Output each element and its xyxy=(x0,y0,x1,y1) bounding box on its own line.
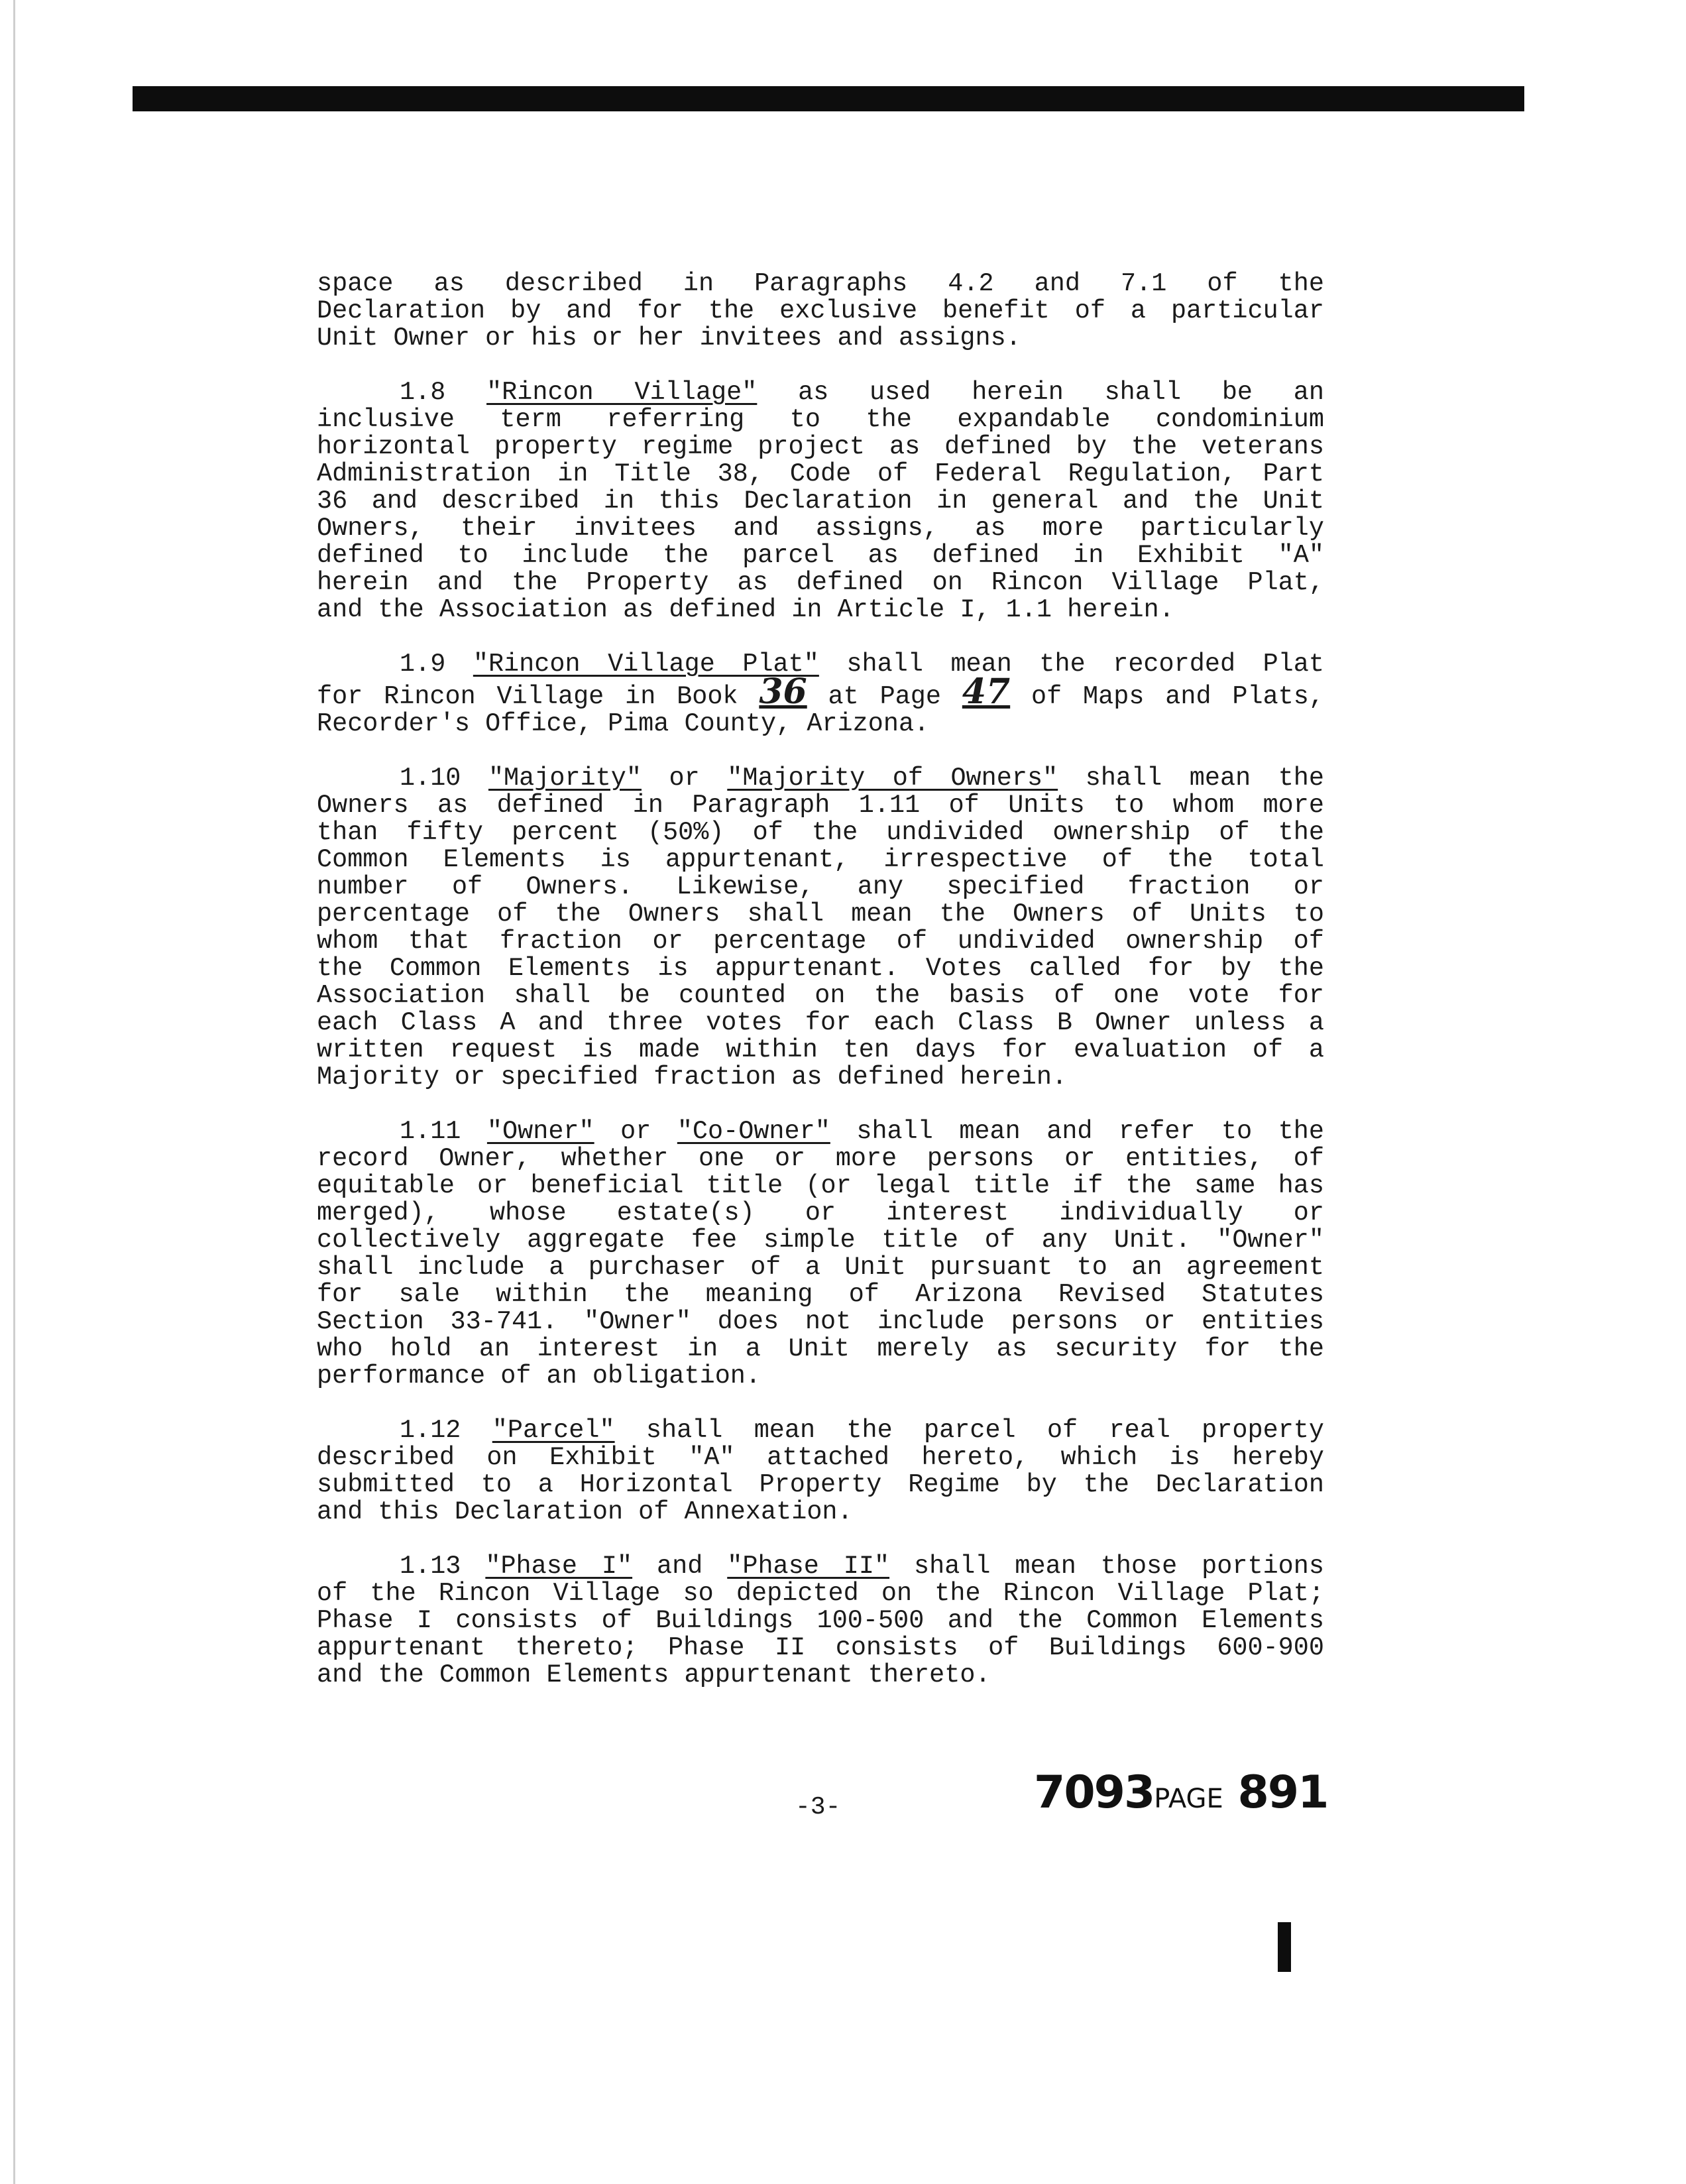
text-line: Phase I consists of Buildings 100-500 and the Common Elements xyxy=(317,1606,1324,1635)
section-number: 1.13 xyxy=(400,1552,461,1581)
text-fragment: at Page xyxy=(807,682,962,711)
section-number: 1.12 xyxy=(400,1416,461,1445)
text-line: who hold an interest in a Unit merely as security for the xyxy=(317,1334,1324,1363)
text-line: Association shall be counted on the basis of one vote for xyxy=(317,981,1324,1010)
text-line: and the Association as defined in Article I, 1.1 herein. xyxy=(317,595,1174,624)
text-line: the Common Elements is appurtenant. Votes called for by the xyxy=(317,954,1324,983)
paragraph-1-8 xyxy=(317,379,1324,624)
text-line: of the Rincon Village so depicted on the Rincon Village Plat; xyxy=(317,1579,1324,1608)
text-line: Majority or specified fraction as defined herein. xyxy=(317,1063,1068,1092)
scan-top-bar xyxy=(133,86,1524,111)
text-line: each Class A and three votes for each Class B Owner unless a xyxy=(317,1008,1324,1037)
text-fragment: shall mean the recorded Plat xyxy=(818,650,1324,679)
text-line: Common Elements is appurtenant, irrespective of the total xyxy=(317,845,1324,874)
stamp-book: 7093 xyxy=(1034,1766,1154,1819)
text-line: shall include a purchaser of a Unit pursuant to an agreement xyxy=(317,1253,1324,1282)
paragraph-1-10 xyxy=(317,765,1324,1091)
defined-term: "Parcel" xyxy=(492,1416,615,1445)
text-line: herein and the Property as defined on Rincon Village Plat, xyxy=(317,568,1324,597)
defined-term: "Phase II" xyxy=(727,1552,890,1581)
text-line: Section 33-741. "Owner" does not include persons or entities xyxy=(317,1307,1324,1336)
paragraph-1-9 xyxy=(317,651,1324,738)
text-line: Owners, their invitees and assigns, as more particularly xyxy=(317,514,1324,543)
text-line: whom that fraction or percentage of undivided ownership of xyxy=(317,927,1324,956)
text-line: appurtenant thereto; Phase II consists of Buildings 600-900 xyxy=(317,1633,1324,1662)
text-fragment: as used herein shall be an xyxy=(757,378,1324,407)
text-fragment: shall mean the xyxy=(1058,764,1325,793)
text-line: than fifty percent (50%) of the undivided ownership of the xyxy=(317,818,1324,847)
paragraph-1-13 xyxy=(317,1553,1324,1689)
text-line: Administration in Title 38, Code of Federal Regulation, Part xyxy=(317,459,1324,489)
defined-term: "Majority" xyxy=(488,764,642,793)
text-line: and the Common Elements appurtenant thereto. xyxy=(317,1660,991,1690)
text-fragment: or xyxy=(642,764,728,793)
text-line xyxy=(317,765,1324,792)
text-line: submitted to a Horizontal Property Regime by the Declaration xyxy=(317,1470,1324,1499)
paragraph-continuation xyxy=(317,270,1324,352)
text-fragment: for Rincon Village in Book xyxy=(317,682,759,711)
paragraph-1-12 xyxy=(317,1417,1324,1526)
defined-term: "Rincon Village" xyxy=(486,378,758,407)
text-line: horizontal property regime project as defined by the veterans xyxy=(317,432,1324,461)
text-line xyxy=(317,1553,1324,1580)
text-line: space as described in Paragraphs 4.2 and 7.1 of the xyxy=(317,269,1324,298)
text-line: Declaration by and for the exclusive benefit of a particular xyxy=(317,296,1324,325)
scan-left-edge xyxy=(13,0,15,2184)
text-line: described on Exhibit "A" attached hereto, which is hereby xyxy=(317,1443,1324,1472)
text-fragment: shall mean and refer to the xyxy=(830,1117,1325,1146)
defined-term: "Co-Owner" xyxy=(677,1117,830,1146)
text-line: for sale within the meaning of Arizona Revised Statutes xyxy=(317,1280,1324,1309)
text-line: inclusive term referring to the expandable condominium xyxy=(317,405,1324,434)
document-body xyxy=(317,270,1324,1716)
stamp-page: 891 xyxy=(1237,1766,1328,1819)
page-number: -3- xyxy=(795,1793,841,1821)
section-number: 1.8 xyxy=(400,378,446,407)
section-number: 1.11 xyxy=(400,1117,461,1146)
text-line: Unit Owner or his or her invitees and assigns. xyxy=(317,323,1021,353)
text-line: Owners as defined in Paragraph 1.11 of Units to whom more xyxy=(317,791,1324,820)
text-line: Recorder's Office, Pima County, Arizona. xyxy=(317,709,930,738)
paragraph-1-11 xyxy=(317,1118,1324,1390)
text-line: number of Owners. Likewise, any specified fraction or xyxy=(317,872,1324,901)
text-line: merged), whose estate(s) or interest individually or xyxy=(317,1198,1324,1228)
text-line: defined to include the parcel as defined in Exhibit "A" xyxy=(317,541,1324,570)
section-number: 1.10 xyxy=(400,764,461,793)
text-fragment: shall mean those portions xyxy=(889,1552,1324,1581)
text-line: performance of an obligation. xyxy=(317,1361,761,1391)
text-fragment: and xyxy=(632,1552,728,1581)
text-line xyxy=(317,651,1324,678)
text-line xyxy=(317,379,1324,406)
text-line: equitable or beneficial title (or legal title if the same has xyxy=(317,1171,1324,1200)
text-fragment: or xyxy=(594,1117,677,1146)
defined-term: "Owner" xyxy=(486,1117,594,1146)
text-line: percentage of the Owners shall mean the Owners of Units to xyxy=(317,899,1324,929)
text-line: written request is made within ten days for evaluation of a xyxy=(317,1035,1324,1064)
recording-stamp xyxy=(1034,1766,1327,1819)
text-line xyxy=(317,1118,1324,1145)
text-line: and this Declaration of Annexation. xyxy=(317,1497,853,1526)
text-fragment: shall mean the parcel of real property xyxy=(614,1416,1325,1445)
defined-term: "Majority of Owners" xyxy=(727,764,1058,793)
text-line xyxy=(317,1417,1324,1444)
text-line: collectively aggregate fee simple title of any Unit. "Owner" xyxy=(317,1226,1324,1255)
text-line: 36 and described in this Declaration in general and the Unit xyxy=(317,487,1324,516)
handwritten-page-number: 47 xyxy=(962,671,1011,712)
defined-term: "Phase I" xyxy=(485,1552,633,1581)
section-number: 1.9 xyxy=(400,650,446,679)
defined-term: "Rincon Village Plat" xyxy=(473,650,819,679)
text-line: record Owner, whether one or more persons or entities, of xyxy=(317,1144,1324,1173)
text-fragment: of Maps and Plats, xyxy=(1010,682,1324,711)
text-line xyxy=(317,671,1324,712)
scan-bar-mark xyxy=(1278,1922,1291,1972)
stamp-page-label: PAGE xyxy=(1154,1784,1223,1814)
handwritten-book-number: 36 xyxy=(759,671,807,712)
